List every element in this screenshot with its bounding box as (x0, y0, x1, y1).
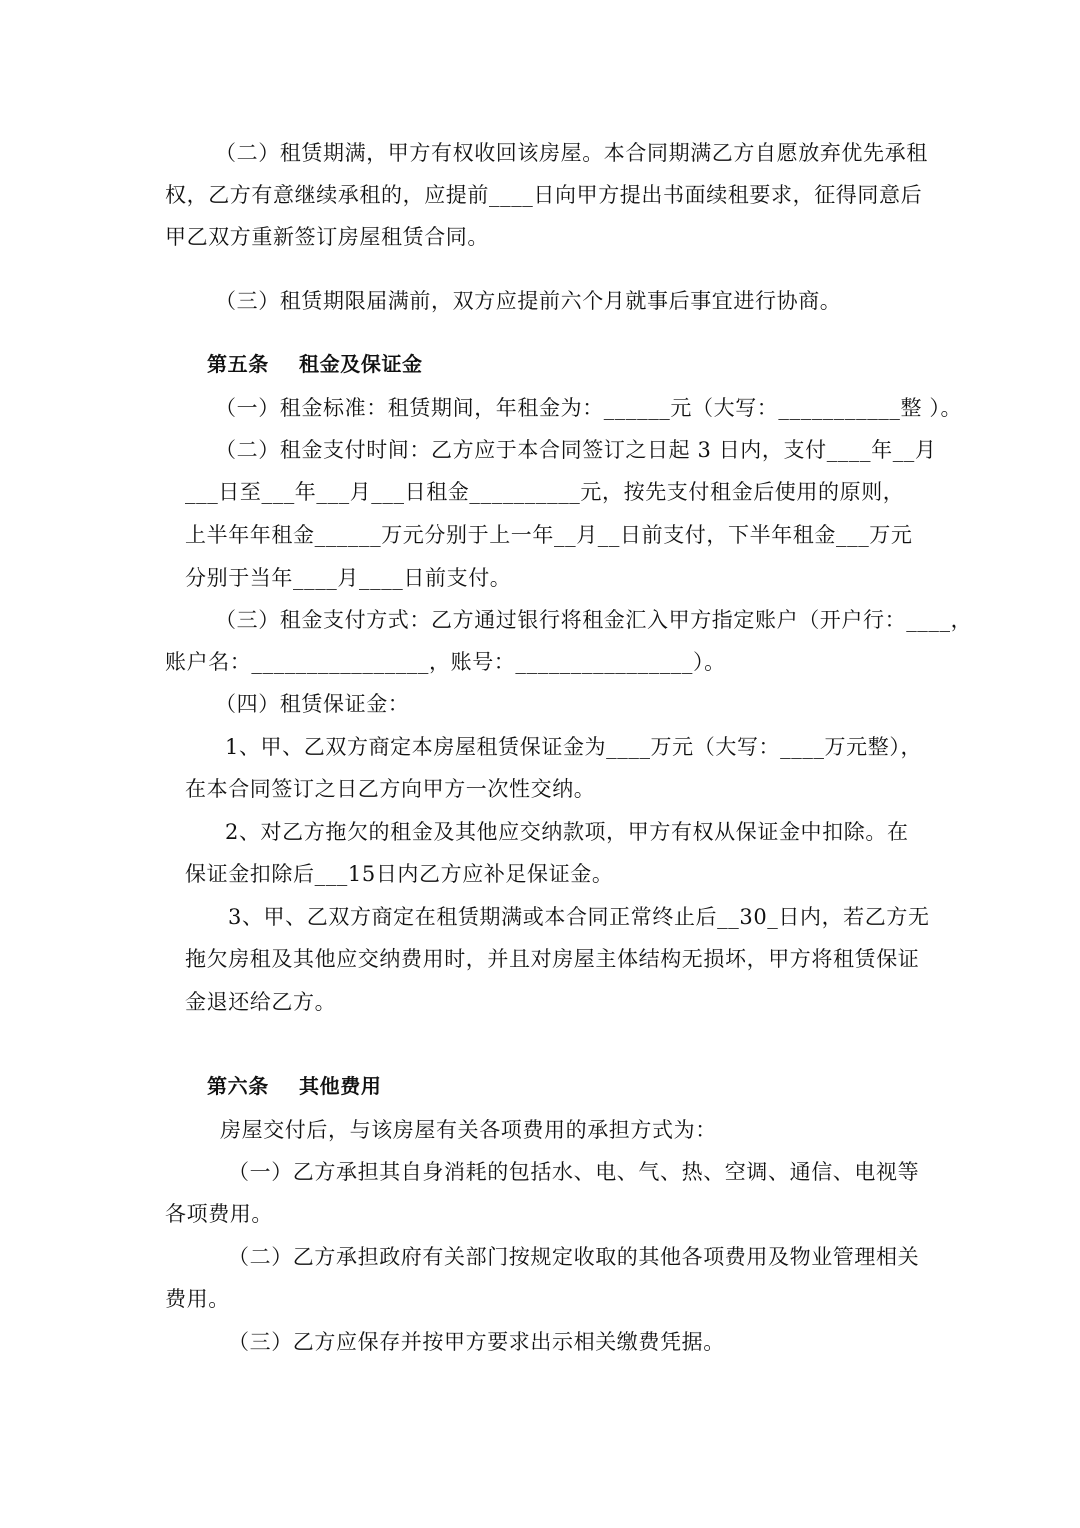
paragraph-line: 各项费用。 (165, 1202, 273, 1226)
section-heading: 第五条 租金及保证金 (207, 352, 423, 376)
paragraph-line: （一）租金标准：租赁期间，年租金为：______元（大写：___________整 ）。 (215, 396, 963, 420)
paragraph-line: 拖欠房租及其他应交纳费用时，并且对房屋主体结构无损坏，甲方将租赁保证 (185, 947, 920, 971)
paragraph-line: 甲乙双方重新签订房屋租赁合同。 (165, 225, 489, 249)
paragraph-line: 金退还给乙方。 (185, 990, 337, 1014)
paragraph-line: （二）乙方承担政府有关部门按规定收取的其他各项费用及物业管理相关 (228, 1245, 920, 1269)
paragraph-line: 费用。 (165, 1287, 230, 1311)
paragraph-line: ___日至___年___月___日租金__________元，按先支付租金后使用的原则， (185, 480, 905, 504)
paragraph-line: 上半年年租金______万元分别于上一年__月__日前支付，下半年租金___万元 (185, 523, 913, 547)
paragraph-line: 1、甲、乙双方商定本房屋租赁保证金为____万元（大写：____万元整）， (225, 735, 923, 759)
paragraph-line: （二）租赁期满，甲方有权收回该房屋。本合同期满乙方自愿放弃优先承租 (215, 141, 928, 165)
paragraph-line: 在本合同签订之日乙方向甲方一次性交纳。 (185, 777, 596, 801)
paragraph-line: （二）租金支付时间：乙方应于本合同签订之日起 3 日内，支付____年__月 (215, 438, 937, 462)
paragraph-line: （三）租金支付方式：乙方通过银行将租金汇入甲方指定账户（开户行：____， (215, 608, 973, 632)
paragraph-line: （一）乙方承担其自身消耗的包括水、电、气、热、空调、通信、电视等 (228, 1160, 920, 1184)
paragraph-line: 账户名：________________，账号：________________）。 (165, 650, 726, 674)
paragraph-line: 分别于当年____月____日前支付。 (185, 566, 512, 590)
paragraph-line: （四）租赁保证金： (215, 692, 410, 716)
paragraph-line: 2、对乙方拖欠的租金及其他应交纳款项，甲方有权从保证金中扣除。在 (225, 820, 909, 844)
paragraph-line: 3、甲、乙双方商定在租赁期满或本合同正常终止后__30_日内，若乙方无 (228, 905, 930, 929)
paragraph-line: 权，乙方有意继续承租的，应提前____日向甲方提出书面续租要求，征得同意后 (165, 183, 923, 207)
paragraph-line: 房屋交付后，与该房屋有关各项费用的承担方式为： (220, 1118, 717, 1142)
paragraph-line: （三）乙方应保存并按甲方要求出示相关缴费凭据。 (228, 1330, 725, 1354)
paragraph-line: （三）租赁期限届满前，双方应提前六个月就事后事宜进行协商。 (215, 289, 842, 313)
paragraph-line: 保证金扣除后___15日内乙方应补足保证金。 (185, 862, 614, 886)
section-heading: 第六条 其他费用 (207, 1074, 382, 1098)
